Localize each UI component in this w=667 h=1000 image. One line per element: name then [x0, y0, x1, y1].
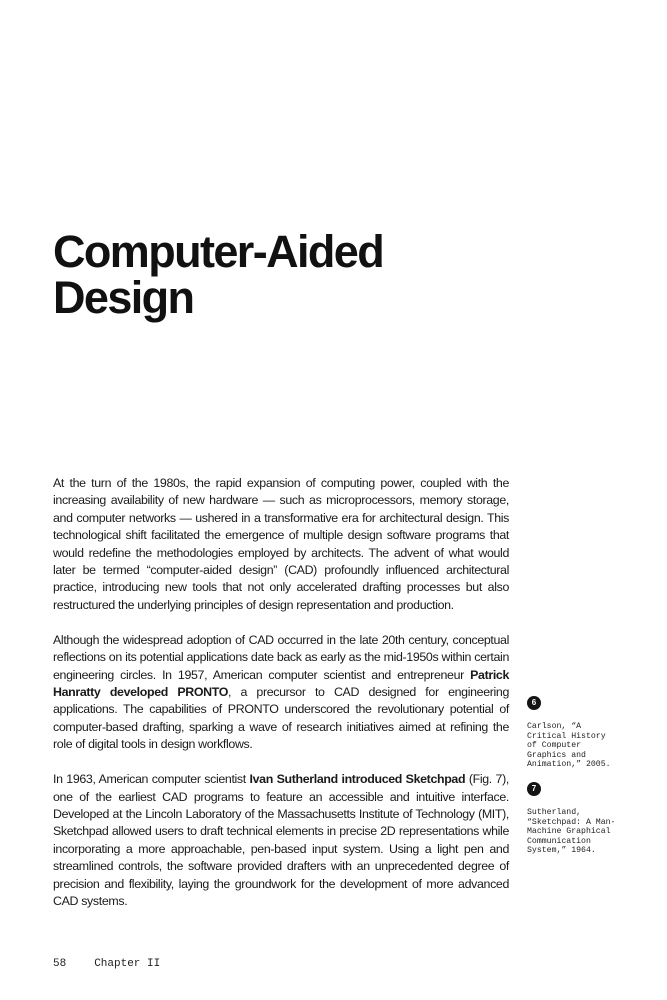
- paragraph-2-text-a: Although the widespread adoption of CAD occurred in the late 20th century, conceptual reflections on its potential applications date back as early as the mid-1950s within certain engineering circles. In 1957, American computer scientist and entrepreneur: [53, 632, 509, 682]
- paragraph-1: At the turn of the 1980s, the rapid expansion of computing power, coupled with the increasing availability of new hardware — such as microprocessors, memory storage, and computer networks — ushered in a transformative era for architectural design. This technological shift facilitated the emergence of multiple design software programs that would redefine the methodologies employed by architects. The advent of what would later be termed “computer-aided design” (CAD) profoundly influenced architectural practice, introducing new tools that not only accelerated drafting processes but also restructured the underlying principles of design representation and production.: [53, 476, 509, 612]
- paragraph-3-text-a: In 1963, American computer scientist: [53, 772, 250, 787]
- note-citation: Carlson, “A Critical History of Computer Graphics and Animation,” 2005.: [527, 722, 611, 770]
- paragraph-3-highlight: Ivan Sutherland introduced Sketchpad: [249, 772, 466, 787]
- paragraph-3: [53, 771, 509, 910]
- note-citation: Sutherland, “Sketchpad: A Man- Machine Graphical Communication System,” 1964.: [527, 808, 616, 856]
- chapter-label: Chapter II: [94, 958, 161, 970]
- page-title: [53, 226, 384, 323]
- note-number-badge: 7: [527, 782, 541, 796]
- paragraph-2: [53, 632, 509, 754]
- paragraph-2-highlight: Patrick Hanratty developed PRONTO: [53, 667, 509, 699]
- page-title-line-2: Design: [53, 272, 194, 323]
- note-number-badge: 6: [527, 696, 541, 710]
- page-footer: [53, 958, 160, 970]
- page-number: 58: [53, 958, 67, 970]
- page-title-line-1: Computer-Aided: [53, 226, 384, 277]
- sidenote-7: [527, 782, 659, 856]
- paragraph-2-text-b: , a precursor to CAD designed for engineering applications. The capabilities of PRONTO underscored the revolutionary potential of computer-based drafting, sparking a wave of research initiatives aimed at refining the role of digital tools in design workflows.: [53, 684, 509, 752]
- body-text: [53, 475, 509, 928]
- sidenote-6: [527, 696, 659, 770]
- paragraph-3-text-b: (Fig. 7), one of the earliest CAD programs to feature an accessible and intuitive interface. Developed at the Lincoln Laboratory of the Massachusetts Institute of Technology (MIT), Sketchpad allowed users to draft technical elements in precise 2D representations while incorporating a more approachable, pen-based input system. Using a light pen and streamlined controls, the software provided drafters with an unprecedented degree of precision and flexibility, laying the groundwork for the development of more advanced CAD systems.: [53, 772, 509, 908]
